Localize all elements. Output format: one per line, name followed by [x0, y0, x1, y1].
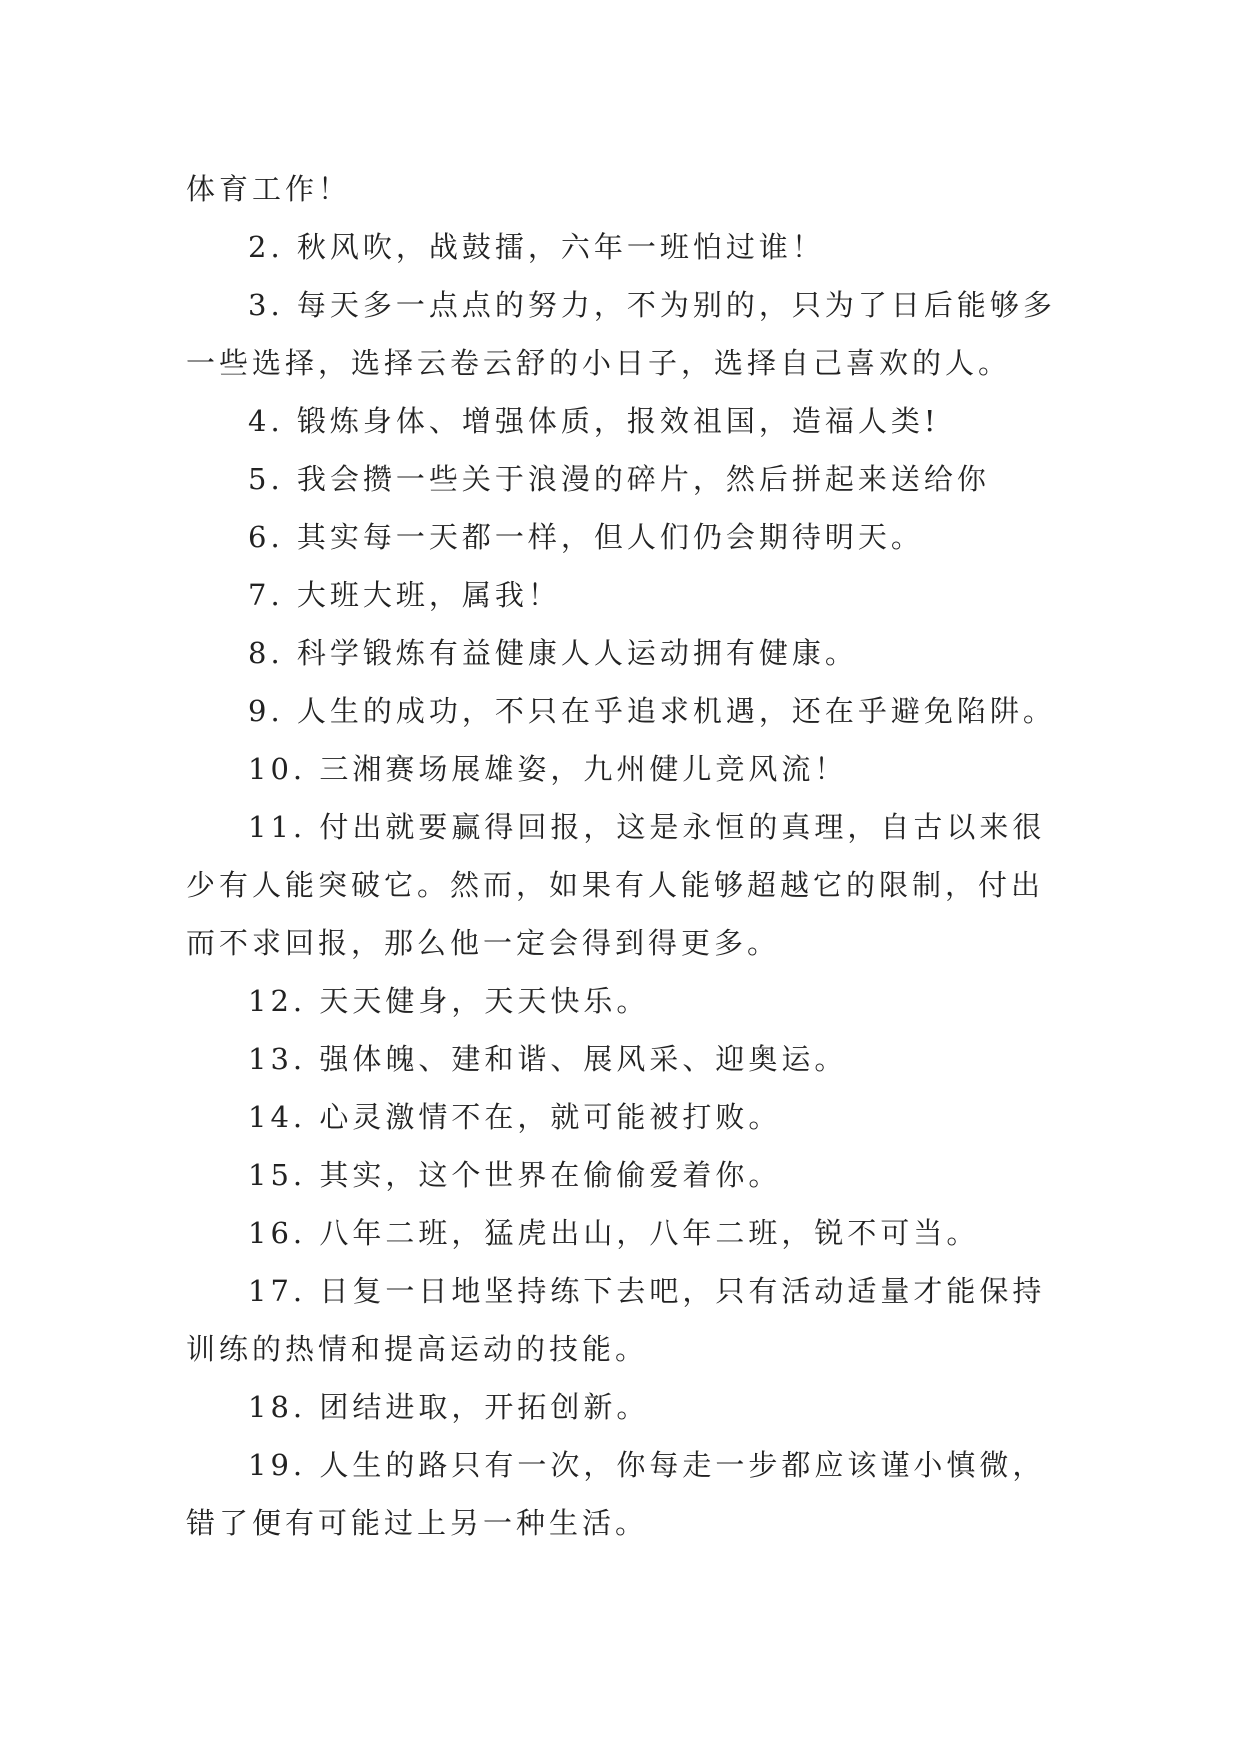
text-line: 而不求回报，那么他一定会得到得更多。: [186, 926, 781, 960]
paragraph: [186, 740, 1066, 798]
paragraph: [186, 160, 1066, 218]
paragraph: [186, 1146, 1066, 1204]
paragraph: [186, 508, 1066, 566]
paragraph: [186, 566, 1066, 624]
text-line: 18. 团结进取，开拓创新。: [248, 1390, 650, 1424]
text-line: 一些选择，选择云卷云舒的小日子，选择自己喜欢的人。: [186, 346, 1012, 380]
text-line: 训练的热情和提高运动的技能。: [186, 1332, 649, 1366]
paragraph: [186, 1030, 1066, 1088]
paragraph: [186, 1436, 1066, 1552]
text-line: 14. 心灵激情不在，就可能被打败。: [248, 1100, 782, 1134]
text-line: 16. 八年二班，猛虎出山，八年二班，锐不可当。: [248, 1216, 980, 1250]
paragraph: [186, 972, 1066, 1030]
text-line: 9. 人生的成功，不只在乎追求机遇，还在乎避免陷阱。: [248, 694, 1056, 728]
text-line: 7. 大班大班，属我！: [248, 578, 561, 612]
text-line: 17. 日复一日地坚持练下去吧，只有活动适量才能保持: [248, 1274, 1046, 1308]
text-line: 12. 天天健身，天天快乐。: [248, 984, 650, 1018]
paragraph: [186, 1204, 1066, 1262]
paragraph: [186, 276, 1066, 392]
paragraph: [186, 798, 1066, 972]
text-line: 体育工作！: [186, 172, 352, 206]
text-line: 11. 付出就要赢得回报，这是永恒的真理，自古以来很: [248, 810, 1046, 844]
paragraph: [186, 1088, 1066, 1146]
paragraph: [186, 450, 1066, 508]
paragraph: [186, 682, 1066, 740]
text-line: 8. 科学锻炼有益健康人人运动拥有健康。: [248, 636, 858, 670]
document-body: [186, 160, 1066, 1552]
paragraph: [186, 218, 1066, 276]
paragraph: [186, 1378, 1066, 1436]
text-line: 19. 人生的路只有一次，你每走一步都应该谨小慎微，: [248, 1448, 1046, 1482]
paragraph: [186, 624, 1066, 682]
text-line: 6. 其实每一天都一样，但人们仍会期待明天。: [248, 520, 924, 554]
text-line: 3. 每天多一点点的努力，不为别的，只为了日后能够多: [248, 288, 1056, 322]
text-line: 5. 我会攒一些关于浪漫的碎片，然后拼起来送给你: [248, 462, 990, 496]
text-line: 13. 强体魄、建和谐、展风采、迎奥运。: [248, 1042, 848, 1076]
text-line: 4. 锻炼身体、增强体质，报效祖国，造福人类!: [248, 404, 940, 438]
paragraph: [186, 392, 1066, 450]
text-line: 10. 三湘赛场展雄姿，九州健儿竞风流！: [248, 752, 848, 786]
paragraph: [186, 1262, 1066, 1378]
text-line: 2. 秋风吹，战鼓擂，六年一班怕过谁！: [248, 230, 825, 264]
text-line: 错了便有可能过上另一种生活。: [186, 1506, 649, 1540]
text-line: 15. 其实，这个世界在偷偷爱着你。: [248, 1158, 782, 1192]
text-line: 少有人能突破它。然而，如果有人能够超越它的限制，付出: [186, 868, 1045, 902]
